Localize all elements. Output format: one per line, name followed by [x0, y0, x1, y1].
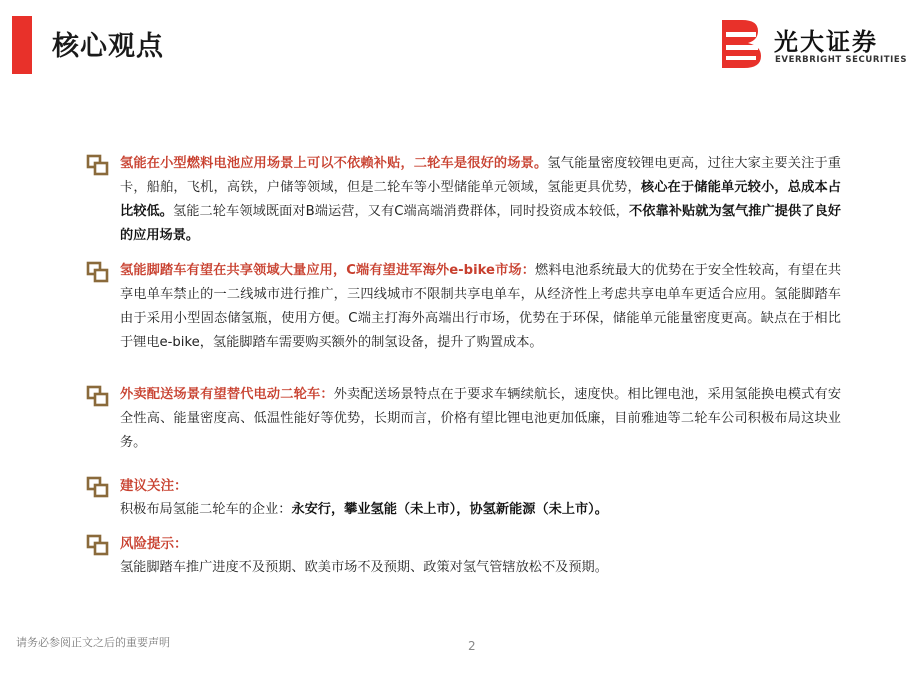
- key-point-2-text: [120, 259, 841, 355]
- logo-english-name: EVERBRIGHT SECURITIES: [775, 55, 908, 65]
- stacked-squares-bullet-icon: [86, 534, 110, 556]
- recommendation-text: [120, 498, 841, 522]
- page-number: 2: [468, 639, 476, 653]
- page-title: 核心观点: [52, 31, 164, 62]
- recommendation-heading: 建议关注：: [120, 478, 188, 494]
- key-point-1-body-b: 氢能二轮车领域既面对B端运营，又有C端高端消费群体，同时投资成本较低，: [173, 204, 629, 219]
- key-point-3: [86, 383, 841, 455]
- risk-heading: 风险提示：: [120, 536, 188, 552]
- key-point-1: [86, 152, 841, 248]
- key-point-2-body: 燃料电池系统最大的优势在于安全性较高，有望在共享电单车禁止的一二线城市进行推广，三四线城市不限制共享电单车，从经济性上考虑共享电单车更适合应用。氢能脚踏车由于采用小型固态储氢瓶，使用方便。C端主打海外高端出行市场，优势在于环保，储能单元能量密度更高。缺点在于相比于锂电e-bike，氢能脚踏车需要购买额外的制氢设备，提升了购置成本。: [120, 263, 842, 350]
- key-point-1-text: [120, 152, 841, 248]
- stacked-squares-bullet-icon: [86, 385, 110, 407]
- recommendation-section: [86, 474, 841, 522]
- key-point-2: [86, 259, 841, 355]
- logo-chinese-name: 光大证券: [774, 28, 878, 56]
- key-point-1-bold-a: 核心在于储能单元较小，总成本占比较低。: [120, 180, 841, 219]
- key-point-3-text: [120, 383, 841, 455]
- key-point-2-highlight: 氢能脚踏车有望在共享领域大量应用，C端有望进军海外e-bike市场：: [120, 263, 536, 278]
- risk-body: 氢能脚踏车推广进度不及预期、欧美市场不及预期、政策对氢气管辖放松不及预期。: [120, 560, 608, 575]
- key-point-1-highlight: 氢能在小型燃料电池应用场景上可以不依赖补贴，二轮车是很好的场景。: [120, 156, 548, 171]
- stacked-squares-bullet-icon: [86, 154, 110, 176]
- stacked-squares-bullet-icon: [86, 261, 110, 283]
- risk-text: [120, 556, 841, 580]
- title-accent-bar: [12, 16, 32, 74]
- key-point-1-body: 氢气能量密度较锂电更高，过往大家主要关注于重卡，船舶，飞机，高铁，户储等领域，但是二轮车等小型储能单元领域，氢能更具优势，: [120, 156, 841, 195]
- key-point-3-body: 外卖配送场景特点在于要求车辆续航长，速度快。相比锂电池，采用氢能换电模式有安全性高、能量密度高、低温性能好等优势，长期而言，价格有望比锂电池更加低廉，目前雅迪等二轮车公司积极布局这块业务。: [120, 387, 842, 450]
- recommendation-body: 积极布局氢能二轮车的企业：: [120, 502, 292, 517]
- everbright-logo-icon: [720, 18, 764, 70]
- footer-disclaimer: 请务必参阅正文之后的重要声明: [16, 636, 170, 649]
- key-point-1-bold-b: 不依靠补贴就为氢气推广提供了良好的应用场景。: [120, 204, 841, 243]
- everbright-logo: [720, 18, 908, 72]
- risk-section: [86, 532, 841, 580]
- recommendation-companies: 永安行，攀业氢能（未上市），协氢新能源（未上市）。: [291, 502, 608, 517]
- key-point-3-highlight: 外卖配送场景有望替代电动二轮车：: [120, 387, 334, 402]
- stacked-squares-bullet-icon: [86, 476, 110, 498]
